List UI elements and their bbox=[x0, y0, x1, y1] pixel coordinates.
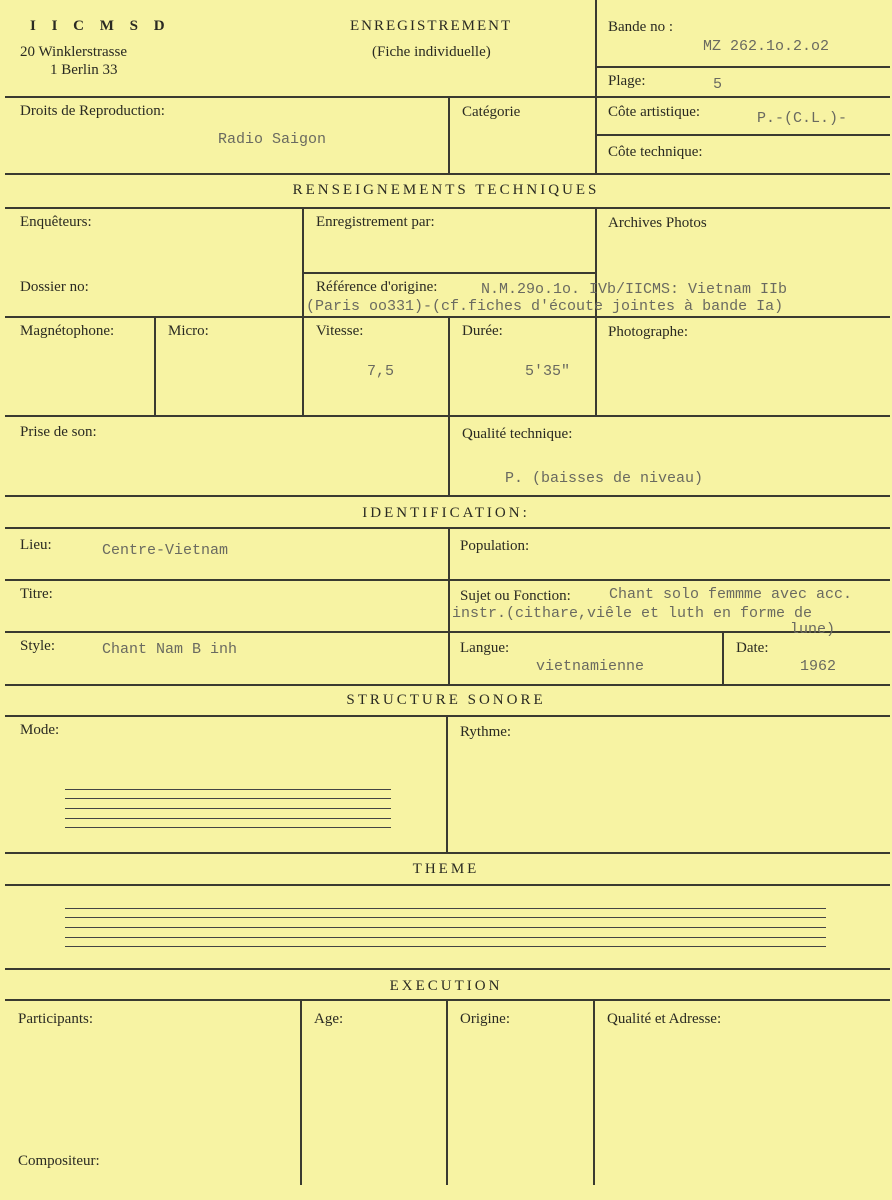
rule bbox=[5, 968, 890, 970]
identification-heading: IDENTIFICATION: bbox=[362, 505, 530, 521]
origine-label: Origine: bbox=[460, 1011, 510, 1027]
rythme-label: Rythme: bbox=[460, 724, 512, 740]
sujet-label: Sujet ou Fonction: bbox=[460, 588, 571, 604]
archives-label: Archives Photos bbox=[608, 215, 707, 231]
rule bbox=[302, 272, 595, 274]
cote-artistique-label: Côte artistique: bbox=[608, 104, 701, 120]
rule bbox=[5, 884, 890, 886]
staff-line bbox=[65, 908, 826, 909]
dossier-label: Dossier no: bbox=[20, 279, 89, 295]
theme-heading: THEME bbox=[412, 861, 480, 877]
droits-value: Radio Saigon bbox=[218, 131, 327, 148]
staff-line bbox=[65, 827, 391, 828]
execution-heading: EXECUTION bbox=[389, 978, 503, 994]
staff-line bbox=[65, 937, 826, 938]
rule bbox=[302, 207, 304, 415]
style-label: Style: bbox=[20, 638, 56, 654]
staff-line bbox=[65, 946, 826, 947]
sujet-value-2: instr.(cithare,viêle et luth en forme de bbox=[452, 605, 813, 622]
rule bbox=[5, 684, 890, 686]
rule bbox=[300, 999, 302, 1185]
staff-line bbox=[65, 927, 826, 928]
date-value: 1962 bbox=[800, 658, 837, 675]
rule bbox=[5, 852, 890, 854]
rule bbox=[593, 999, 595, 1185]
duree-label: Durée: bbox=[462, 323, 503, 339]
staff-line bbox=[65, 917, 826, 918]
micro-label: Micro: bbox=[168, 323, 209, 339]
photographe-label: Photographe: bbox=[608, 324, 688, 340]
age-label: Age: bbox=[314, 1011, 344, 1027]
prise-label: Prise de son: bbox=[20, 424, 97, 440]
rule bbox=[446, 999, 448, 1185]
sujet-value-1: Chant solo femmme avec acc. bbox=[609, 586, 853, 603]
rule bbox=[595, 134, 890, 136]
langue-label: Langue: bbox=[460, 640, 510, 656]
population-label: Population: bbox=[460, 538, 530, 554]
rule bbox=[595, 0, 597, 173]
rule bbox=[448, 96, 450, 173]
droits-label: Droits de Reproduction: bbox=[20, 103, 165, 119]
qualite-adresse-label: Qualité et Adresse: bbox=[607, 1011, 722, 1027]
enqueteurs-label: Enquêteurs: bbox=[20, 214, 92, 230]
staff-line bbox=[65, 818, 391, 819]
qualite-label: Qualité technique: bbox=[462, 426, 573, 442]
form-subtitle: (Fiche individuelle) bbox=[372, 44, 491, 60]
staff-line bbox=[65, 789, 391, 790]
duree-value: 5'35" bbox=[525, 363, 571, 380]
reference-label: Référence d'origine: bbox=[316, 279, 438, 295]
compositeur-label: Compositeur: bbox=[18, 1153, 100, 1169]
cote-artistique-value: P.-(C.L.)- bbox=[757, 110, 848, 127]
magnetophone-label: Magnétophone: bbox=[20, 323, 115, 339]
enregistrement-par-label: Enregistrement par: bbox=[316, 214, 435, 230]
rule bbox=[5, 173, 890, 175]
staff-line bbox=[65, 808, 391, 809]
technique-heading: RENSEIGNEMENTS TECHNIQUES bbox=[292, 182, 600, 198]
rule bbox=[5, 495, 890, 497]
rule bbox=[722, 631, 724, 684]
rule bbox=[5, 715, 890, 717]
org-city: 1 Berlin 33 bbox=[50, 62, 118, 78]
rule bbox=[5, 207, 890, 209]
mode-label: Mode: bbox=[20, 722, 60, 738]
staff-line bbox=[65, 798, 391, 799]
rule bbox=[448, 316, 450, 495]
bande-label: Bande no : bbox=[608, 19, 673, 35]
org-logo: I I C M S D bbox=[30, 18, 171, 34]
reference-value-1: N.M.29o.1o. IVb/IICMS: Vietnam IIb bbox=[481, 281, 788, 298]
qualite-value: P. (baisses de niveau) bbox=[505, 470, 704, 487]
sujet-value-3: lune) bbox=[790, 621, 836, 638]
date-label: Date: bbox=[736, 640, 769, 656]
participants-label: Participants: bbox=[18, 1011, 93, 1027]
org-street: 20 Winklerstrasse bbox=[20, 44, 128, 60]
plage-label: Plage: bbox=[608, 73, 646, 89]
lieu-label: Lieu: bbox=[20, 537, 52, 553]
reference-value-2: (Paris oo331)-(cf.fiches d'écoute jointes à bande Ia) bbox=[306, 298, 784, 315]
rule bbox=[595, 66, 890, 68]
rule bbox=[154, 316, 156, 415]
plage-value: 5 bbox=[713, 76, 723, 93]
titre-label: Titre: bbox=[20, 586, 53, 602]
langue-value: vietnamienne bbox=[536, 658, 645, 675]
lieu-value: Centre-Vietnam bbox=[102, 542, 229, 559]
rule bbox=[5, 999, 890, 1001]
vitesse-label: Vitesse: bbox=[316, 323, 364, 339]
style-value: Chant Nam B inh bbox=[102, 641, 238, 658]
structure-heading: STRUCTURE SONORE bbox=[346, 692, 546, 708]
cote-technique-label: Côte technique: bbox=[608, 144, 703, 160]
form-title: ENREGISTREMENT bbox=[350, 18, 513, 34]
rule bbox=[446, 715, 448, 852]
bande-value: MZ 262.1o.2.o2 bbox=[703, 38, 830, 55]
categorie-label: Catégorie bbox=[462, 104, 521, 120]
vitesse-value: 7,5 bbox=[367, 363, 395, 380]
rule bbox=[448, 527, 450, 684]
